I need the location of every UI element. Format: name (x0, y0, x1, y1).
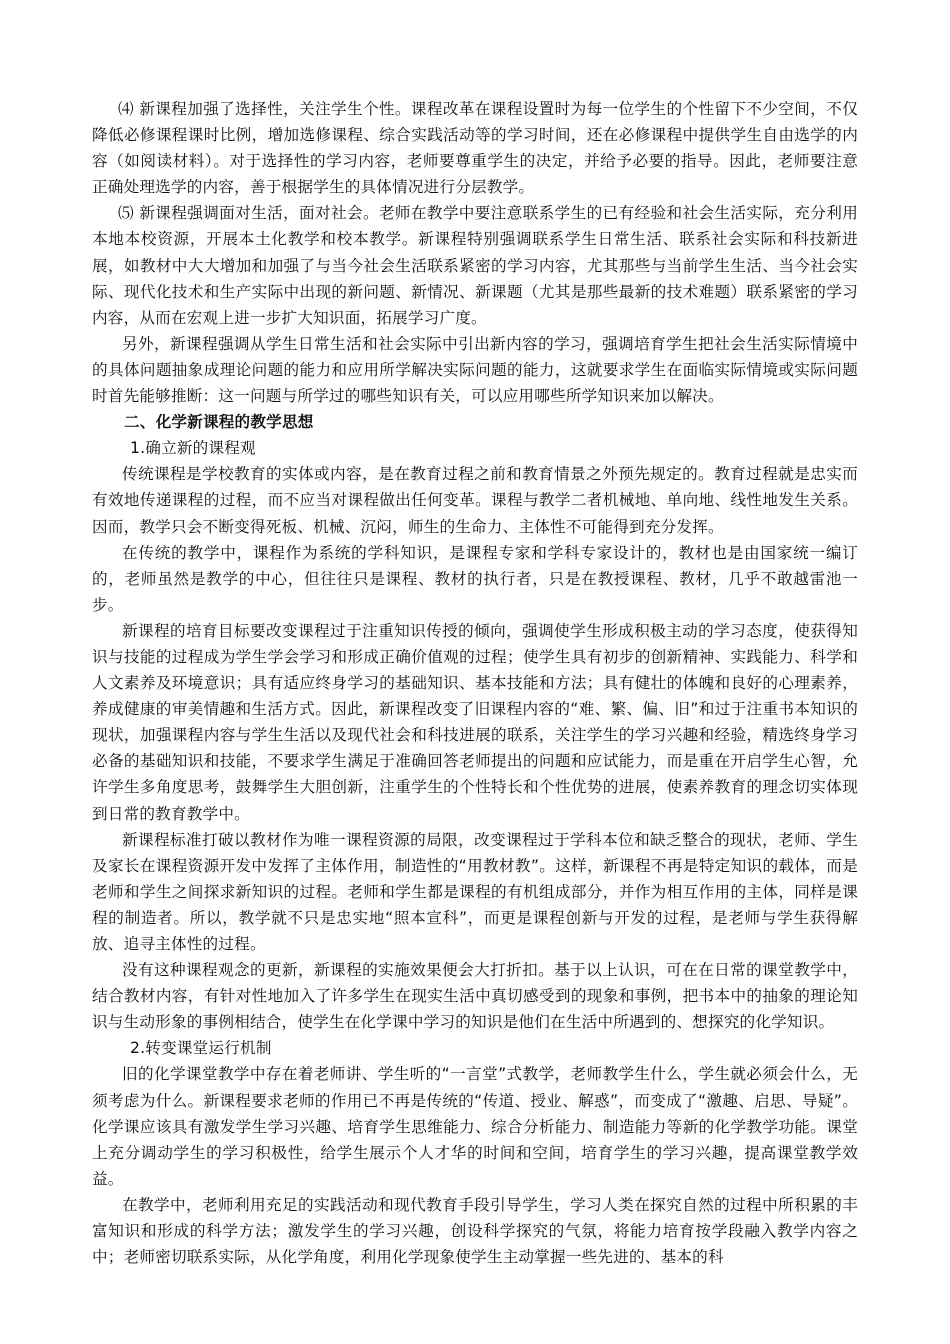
subsection-heading: 1.确立新的课程观 (130, 439, 256, 458)
paragraph: 新课程的培育目标要改变课程过于注重知识传授的倾向，强调使学生形成积极主动的学习态度，使获得知识与技能的过程成为学生学会学习和形成正确价值观的过程；使学生具有初步的创新精神、实践能力、科学和人文素养及环境意识；具有适应终身学习的基础知识、基本技能和方法；具有健壮的体魄和良好的心理素养，养成健康的审美情趣和生活方式。因此，新课程改变了旧课程内容的“难、繁、偏、旧”和过于注重书本知识的现状，加强课程内容与学生生活以及现代社会和科技进展的联系，关注学生的学习兴趣和经验，精选终身学习必备的基础知识和技能，不要求学生满足于准确回答老师提出的问题和应试能力，而是重在开启学生心智，允许学生多角度思考，鼓舞学生大胆创新，注重学生的个性特长和个性优势的进展，使素养教育的理念切实体现到日常的教育教学中。 (92, 621, 858, 823)
paragraph: 新课程标准打破以教材作为唯一课程资源的局限，改变课程过于学科本位和缺乏整合的现状，老师、学生及家长在课程资源开发中发挥了主体作用，制造性的“用教材教”。这样，新课程不再是特定知识的载体，而是老师和学生之间探求新知识的过程。老师和学生都是课程的有机组成部分，并作为相互作用的主体，同样是课程的制造者。所以，教学就不只是忠实地“照本宣科”，而更是课程创新与开发的过程，是老师与学生获得解放、追寻主体性的过程。 (92, 830, 858, 953)
paragraph: ⑷ 新课程加强了选择性，关注学生个性。课程改革在课程设置时为每一位学生的个性留下不少空间，不仅降低必修课程课时比例，增加选修课程、综合实践活动等的学习时间，还在必修课程中提供学生自由选学的内容（如阅读材料）。对于选择性的学习内容，老师要尊重学生的决定，并给予必要的指导。因此，老师要注意正确处理选学的内容，善于根据学生的具体情况进行分层教学。 (92, 100, 858, 197)
paragraph: 没有这种课程观念的更新，新课程的实施效果便会大打折扣。基于以上认识，可在在日常的课堂教学中，结合教材内容，有针对性地加入了许多学生在现实生活中真切感受到的现象和事例，把书本中的抽象的理论知识与生动形象的事例相结合，使学生在化学课中学习的知识是他们在生活中所遇到的、想探究的化学知识。 (92, 961, 858, 1032)
paragraph: 旧的化学课堂教学中存在着老师讲、学生听的“一言堂”式教学，老师教学生什么，学生就必须会什么，无须考虑为什么。新课程要求老师的作用已不再是传统的“传道、授业、解惑”，而变成了“激趣、启思、导疑”。化学课应该具有激发学生学习兴趣、培育学生思维能力、综合分析能力、制造能力等新的化学教学功能。课堂上充分调动学生的学习积极性，给学生展示个人才华的时间和空间，培育学生的学习兴趣，提高课堂教学效益。 (92, 1065, 858, 1188)
paragraph: ⑸ 新课程强调面对生活，面对社会。老师在教学中要注意联系学生的已有经验和社会生活实际，充分利用本地本校资源，开展本土化教学和校本教学。新课程特别强调联系学生日常生活、联系社会实际和科技新进展，如教材中大大增加和加强了与当今社会生活联系紧密的学习内容，尤其那些与当前学生生活、当今社会实际、现代化技术和生产实际中出现的新问题、新情况、新课题（尤其是那些最新的技术难题）联系紧密的学习内容，从而在宏观上进一步扩大知识面，拓展学习广度。 (92, 204, 858, 327)
section-heading: 二、化学新课程的教学思想 (124, 413, 314, 432)
paragraph: 另外，新课程强调从学生日常生活和社会实际中引出新内容的学习，强调培育学生把社会生活实际情境中的具体问题抽象成理论问题的能力和应用所学解决实际问题的能力，这就要求学生在面临实际情境或实际问题时首先能够推断：这一问题与所学过的哪些知识有关，可以应用哪些所学知识来加以解决。 (92, 334, 858, 406)
paragraph: 在教学中，老师利用充足的实践活动和现代教育手段引导学生，学习人类在探究自然的过程中所积累的丰富知识和形成的科学方法；激发学生的学习兴趣，创设科学探究的气氛，将能力培育按学段融入教学内容之中；老师密切联系实际，从化学角度，利用化学现象使学生主动掌握一些先进的、基本的科 (92, 1195, 858, 1267)
paragraph: 传统课程是学校教育的实体或内容，是在教育过程之前和教育情景之外预先规定的。教育过程就是忠实而有效地传递课程的过程，而不应当对课程做出任何变革。课程与教学二者机械地、单向地、线性地发生关系。因而，教学只会不断变得死板、机械、沉闷，师生的生命力、主体性不可能得到充分发挥。 (92, 465, 858, 536)
paragraph: 在传统的教学中，课程作为系统的学科知识，是课程专家和学科专家设计的，教材也是由国家统一编订的，老师虽然是教学的中心，但往往只是课程、教材的执行者，只是在教授课程、教材，几乎不敢越雷池一步。 (92, 543, 858, 614)
subsection-heading: 2.转变课堂运行机制 (130, 1039, 272, 1058)
